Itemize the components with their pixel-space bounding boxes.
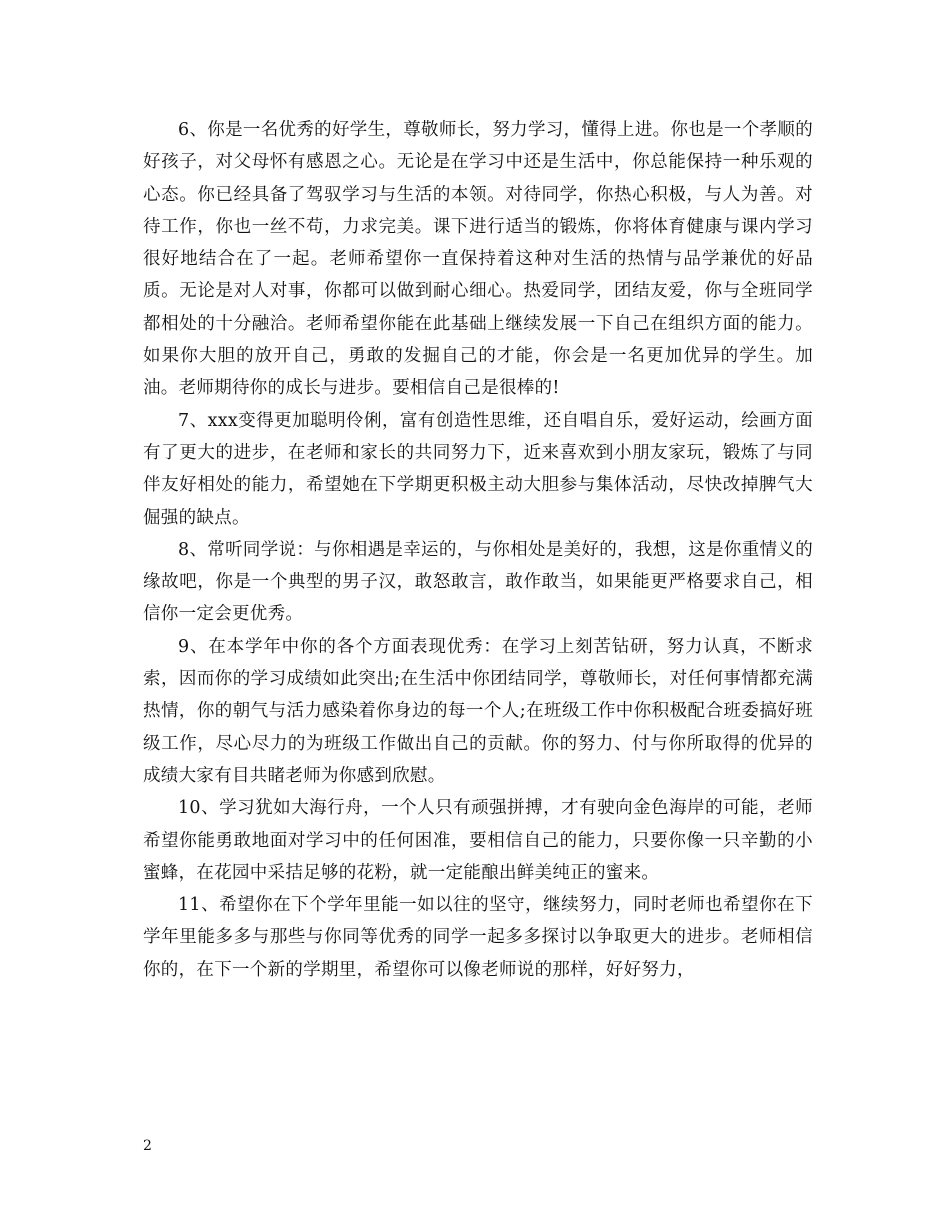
- paragraph-10: 10、学习犹如大海行舟，一个人只有顽强拼搏，才有驶向金色海岸的可能，老师希望你能勇敢地面对学习中的任何困准，要相信自己的能力，只要你像一只辛勤的小蜜蜂，在花园中采拮足够的花粉，就一定能酿出鲜美纯正的蜜来。: [143, 798, 813, 883]
- paragraph-6: 6、你是一名优秀的好学生，尊敬师长，努力学习，懂得上进。你也是一个孝顺的好孩子，对父母怀有感恩之心。无论是在学习中还是生活中，你总能保持一种乐观的心态。你已经具备了驾驭学习与生活的本领。对待同学，你热心积极，与人为善。对待工作，你也一丝不苟，力求完美。课下进行适当的锻炼，你将体育健康与课内学习很好地结合在了一起。老师希望你一直保持着这种对生活的热情与品学兼优的好品质。无论是对人对事，你都可以做到耐心细心。热爱同学，团结友爱，你与全班同学都相处的十分融洽。老师希望你能在此基础上继续发展一下自己在组织方面的能力。如果你大胆的放开自己，勇敢的发掘自己的才能，你会是一名更加优异的学生。加油。老师期待你的成长与进步。要相信自己是很棒的!: [143, 120, 813, 399]
- paragraph-9: 9、在本学年中你的各个方面表现优秀：在学习上刻苦钻研，努力认真，不断求索，因而你的学习成绩如此突出;在生活中你团结同学，尊敬师长，对任何事情都充满热情，你的朝气与活力感染着你身边的每一个人;在班级工作中你积极配合班委搞好班级工作，尽心尽力的为班级工作做出自己的贡献。你的努力、付与你所取得的优异的成绩大家有目共睹老师为你感到欣慰。: [143, 636, 813, 786]
- paragraph-11: 11、希望你在下个学年里能一如以往的坚守，继续努力，同时老师也希望你在下学年里能多多与那些与你同等优秀的同学一起多多探讨以争取更大的进步。老师相信你的，在下一个新的学期里，希望你可以像老师说的那样，好好努力，: [143, 895, 813, 980]
- paragraph-7: 7、xxx变得更加聪明伶俐，富有创造性思维，还自唱自乐，爱好运动，绘画方面有了更大的进步，在老师和家长的共同努力下，近来喜欢到小朋友家玩，锻炼了与同伴友好相处的能力，希望她在下学期更积极主动大胆参与集体活动，尽快改掉脾气大倔强的缺点。: [143, 410, 813, 528]
- page-number: 2: [143, 1138, 152, 1154]
- paragraph-8: 8、常听同学说：与你相遇是幸运的，与你相处是美好的，我想，这是你重情义的缘故吧，你是一个典型的男子汉，敢怒敢言，敢作敢当，如果能更严格要求自己，相信你一定会更优秀。: [143, 539, 813, 625]
- document-body: [143, 114, 813, 986]
